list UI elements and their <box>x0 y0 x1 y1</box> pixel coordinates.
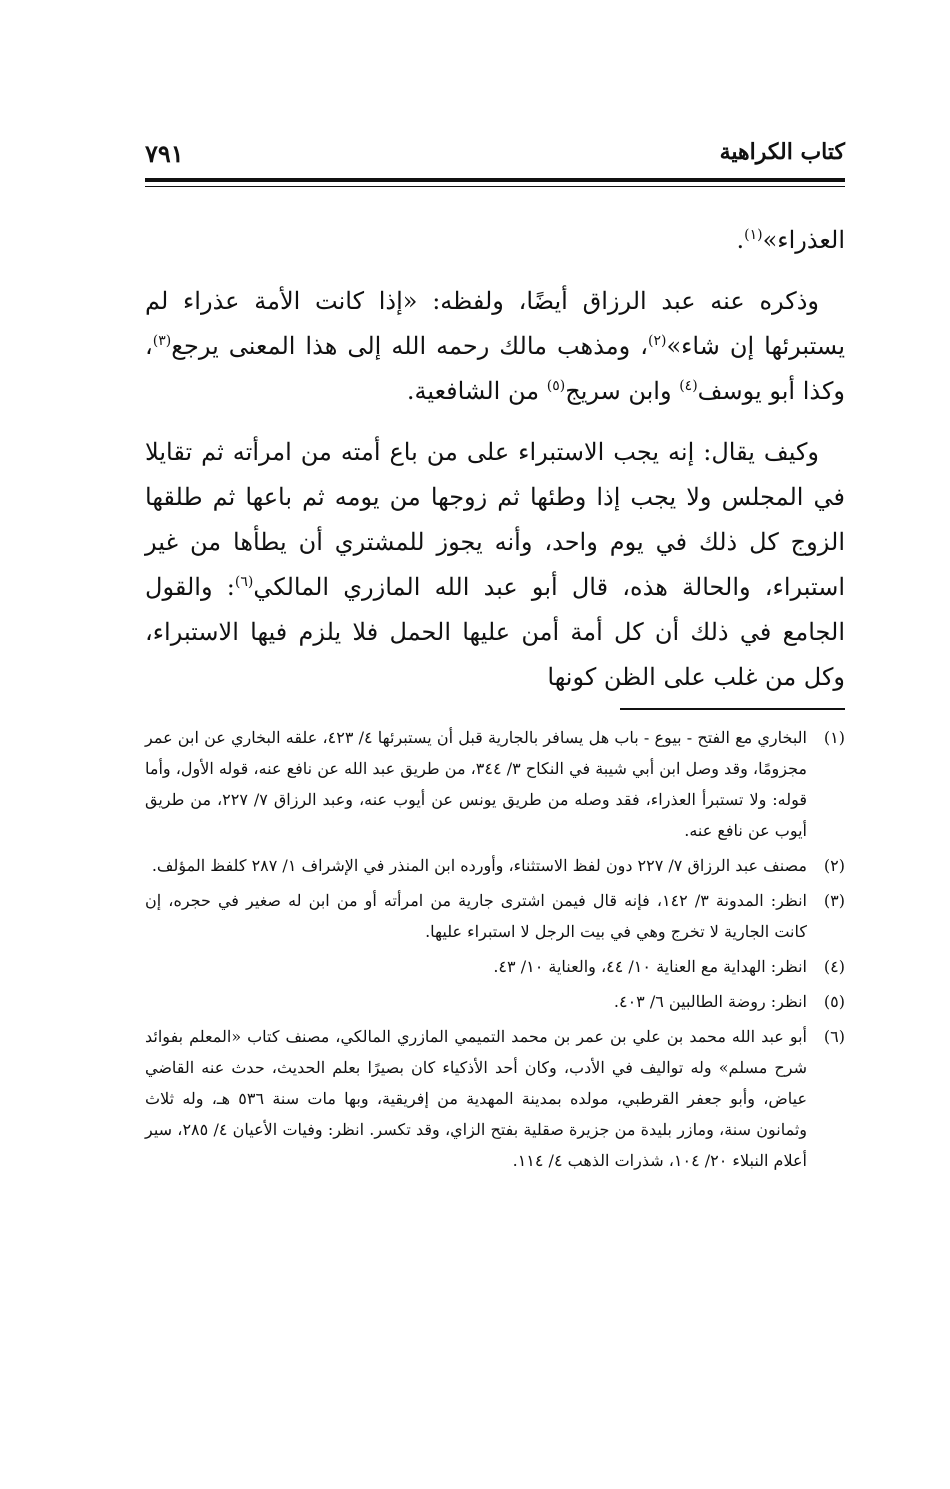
footnote-text: انظر: روضة الطالبين ٦/ ٤٠٣. <box>613 992 807 1011</box>
footnote-number: (٣) <box>823 891 845 910</box>
footnote-text: البخاري مع الفتح - بيوع - باب هل يسافر بالجارية قبل أن يستبرئها ٤/ ٤٢٣، علقه البخاري عن ابن عمر مجزومًا، وقد وصل ابن أبي شيبة في النكاح ٣/ ٣٤٤، من طريق عبد الله عن نافع عنه، قوله الأول، وأما قوله: ولا تستبرأ العذراء، فقد وصله من طريق يونس عن أيوب عنه، وعبد الرزاق ٧/ ٢٢٧، من طريق أيوب عن نافع عنه. <box>145 728 808 840</box>
footnote-number: (٢) <box>823 856 845 875</box>
main-text <box>145 218 845 716</box>
footnote-number: (٤) <box>823 957 845 976</box>
footnote-4 <box>145 951 845 982</box>
footnote-2 <box>145 850 845 881</box>
footnote-text: انظر: الهداية مع العناية ١٠/ ٤٤، والعناية ١٠/ ٤٣. <box>493 957 807 976</box>
footnote-5 <box>145 986 845 1017</box>
paragraph-1: العذراء»$^{(١)}$. <box>736 226 845 254</box>
footnote-number: (٥) <box>823 992 845 1011</box>
footnote-text: أبو عبد الله محمد بن علي بن عمر بن محمد التميمي المازري المالكي، مصنف كتاب «المعلم بفوائد شرح مسلم» وله تواليف في الأدب، وكان أحد الأذكياء كان بصيرًا بعلم الحديث، حدث عنه القاضي عياض، وأبو جعفر القرطبي، مولده بمدينة المهدية من إفريقية، وبها مات سنة ٥٣٦ هـ، وله ثلاث وثمانون سنة، ومازر بليدة من جزيرة صقلية بفتح الزاي، وقد تكسر. انظر: وفيات الأعيان ٤/ ٢٨٥، سير أعلام النبلاء ٢٠/ ١٠٤، شذرات الذهب ٤/ ١١٤. <box>145 1027 808 1170</box>
paragraph-3: وكيف يقال: إنه يجب الاستبراء على من باع أمته من امرأته ثم تقايلا في المجلس ولا يجب إذا وطئها ثم زوجها من يومه ثم باعها ثم طلقها الزوج كل ذلك في يوم واحد، وأنه يجوز للمشتري أن يطأها من غير استبراء، والحالة هذه، قال أبو عبد الله المازري المالكي$^{(٦)}$: والقول الجامع في ذلك أن كل أمة أمن عليها الحمل فلا يلزم فيها الاستبراء، وكل من غلب على الظن كونها <box>145 438 846 691</box>
footnote-separator <box>620 708 845 710</box>
page-number: ٧٩١ <box>145 139 184 168</box>
paragraph-2: وذكره عنه عبد الرزاق أيضًا، ولفظه: «إذا كانت الأمة عذراء لم يستبرئها إن شاء»$^{(٢)}$، ومذهب مالك رحمه الله إلى هذا المعنى يرجع$^{(٣)}$، وكذا أبو يوسف$^{(٤)}$ وابن سريج$^{(٥)}$ من الشافعية. <box>145 287 845 405</box>
chapter-title: كتاب الكراهية <box>719 139 845 165</box>
footnote-ref-1: (١) <box>744 227 763 243</box>
footnote-ref-2: (٢) <box>647 333 667 349</box>
footnote-6 <box>145 1021 845 1176</box>
running-header <box>145 135 845 175</box>
footnote-text: انظر: المدونة ٣/ ١٤٢، فإنه قال فيمن اشترى جارية من امرأته أو من ابن له صغير في حجره، إن كانت الجارية لا تخرج وهي في بيت الرجل لا استبراء عليها. <box>145 891 807 941</box>
footnote-ref-3: (٣) <box>152 333 172 349</box>
footnote-number: (١) <box>823 728 845 747</box>
header-rule-thin <box>145 186 845 187</box>
footnote-ref-4: (٤) <box>679 378 698 394</box>
footnote-ref-6: (٦) <box>234 574 254 590</box>
footnote-1 <box>145 722 845 846</box>
footnote-ref-5: (٥) <box>546 378 566 394</box>
footnote-number: (٦) <box>823 1027 845 1046</box>
footnote-3 <box>145 885 845 947</box>
header-rule-thick <box>145 178 845 182</box>
footnotes <box>145 722 845 1180</box>
footnote-text: مصنف عبد الرزاق ٧/ ٢٢٧ دون لفظ الاستثناء، وأورده ابن المنذر في الإشراف ١/ ٢٨٧ كلفظ المؤلف. <box>151 856 807 875</box>
